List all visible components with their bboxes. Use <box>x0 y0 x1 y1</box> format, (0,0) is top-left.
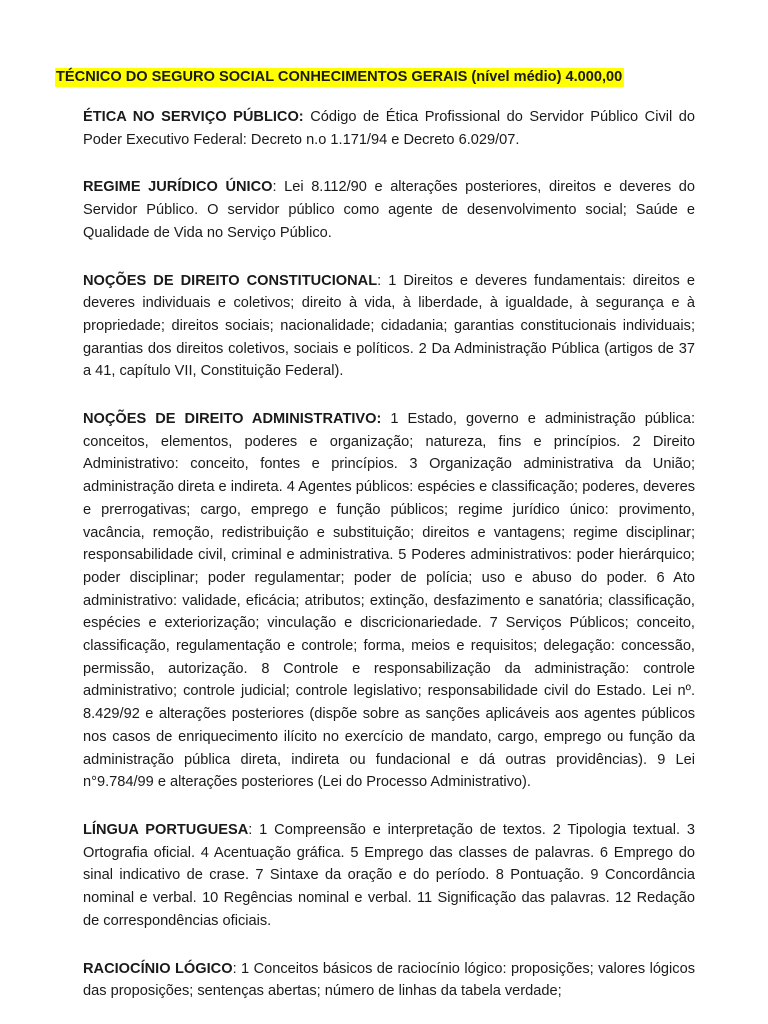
section-direito-constitucional <box>83 270 695 384</box>
section-heading: RACIOCÍNIO LÓGICO <box>83 960 233 977</box>
section-text: : 1 Conceitos básicos de raciocínio lógico: proposições; valores lógicos das proposições; sentenças abertas; número de linhas da tabela verdade; <box>83 960 696 1000</box>
section-direito-administrativo <box>83 408 695 794</box>
section-etica <box>83 106 695 151</box>
section-text: : Lei 8.112/90 e alterações posteriores, direitos e deveres do Servidor Público. O servidor público como agente de desenvolvimento social; Saúde e Qualidade de Vida no Serviço Público. <box>83 179 695 241</box>
section-heading: ÉTICA NO SERVIÇO PÚBLICO: <box>83 109 304 125</box>
section-regime-juridico <box>83 176 695 244</box>
section-text: 1 Estado, governo e administração pública: conceitos, elementos, poderes e organização; natureza, fins e princípios. 2 Direito Administrativo: conceito, fontes e princípios. 3 Organização administrativa da União; administração direta e indireta. 4 Agentes públicos: espécies e classificação; poderes, deveres e prerrogativas; cargo, emprego e função públicos; regime jurídico único: provimento, vacância, remoção, redistribuição e substituição; direitos e vantagens; regime disciplinar; responsabilidade civil, criminal e administrativa. 5 Poderes administrativos: poder hierárquico; poder disciplinar; poder regulamentar; poder de polícia; uso e abuso do poder. 6 Ato administrativo: validade, eficácia; atributos; extinção, desfazimento e sanatória; classificação, espécies e exteriorização; vinculação e discricionariedade. 7 Serviços Públicos; conceito, classificação, regulamentação e controle; forma, meios e requisitos; delegação: concessão, permissão, autorização. 8 Controle e responsabilização da administração: controle administrativo; controle judicial; controle legislativo; responsabilidade civil do Estado. Lei nº. 8.429/92 e alterações posteriores (dispõe sobre as sanções aplicáveis aos agentes públicos nos casos de enriquecimento ilícito no exercício de mandato, cargo, emprego ou função da administração pública direta, indireta ou fundacional e dá outras providências). 9 Lei n°9.784/99 e alterações posteriores (Lei do Processo Administrativo). <box>83 411 695 791</box>
section-raciocinio-logico <box>83 958 695 1003</box>
section-lingua-portuguesa <box>83 819 695 933</box>
section-text: : 1 Compreensão e interpretação de textos. 2 Tipologia textual. 3 Ortografia oficial. 4 Acentuação gráfica. 5 Emprego das classes de palavras. 6 Emprego do sinal indicativo de crase. 7 Sintaxe da oração e do período. 8 Pontuação. 9 Concordância nominal e verbal. 10 Regências nominal e verbal. 11 Significação das palavras. 12 Redação de correspondências oficiais. <box>83 821 695 929</box>
section-heading: LÍNGUA PORTUGUESA <box>83 821 249 838</box>
section-heading: REGIME JURÍDICO ÚNICO <box>83 179 273 196</box>
section-heading: NOÇÕES DE DIREITO ADMINISTRATIVO: <box>83 411 382 428</box>
document-body <box>83 106 695 1024</box>
section-text: Código de Ética Profissional do Servidor Público Civil do Poder Executivo Federal: Decreto n.o 1.171/94 e Decreto 6.029/07. <box>83 109 695 148</box>
section-heading: NOÇÕES DE DIREITO CONSTITUCIONAL <box>83 272 378 289</box>
document-title <box>55 66 624 88</box>
title-highlight: TÉCNICO DO SEGURO SOCIAL CONHECIMENTOS GERAIS (nível médio) 4.000,00 <box>56 69 623 85</box>
section-text: : 1 Direitos e deveres fundamentais: direitos e deveres individuais e coletivos; direito à vida, à liberdade, à igualdade, à segurança e à propriedade; direitos sociais; nacionalidade; cidadania; garantias constitucionais individuais; garantias dos direitos coletivos, sociais e políticos. 2 Da Administração Pública (artigos de 37 a 41, capítulo VII, Constituição Federal). <box>83 272 695 380</box>
